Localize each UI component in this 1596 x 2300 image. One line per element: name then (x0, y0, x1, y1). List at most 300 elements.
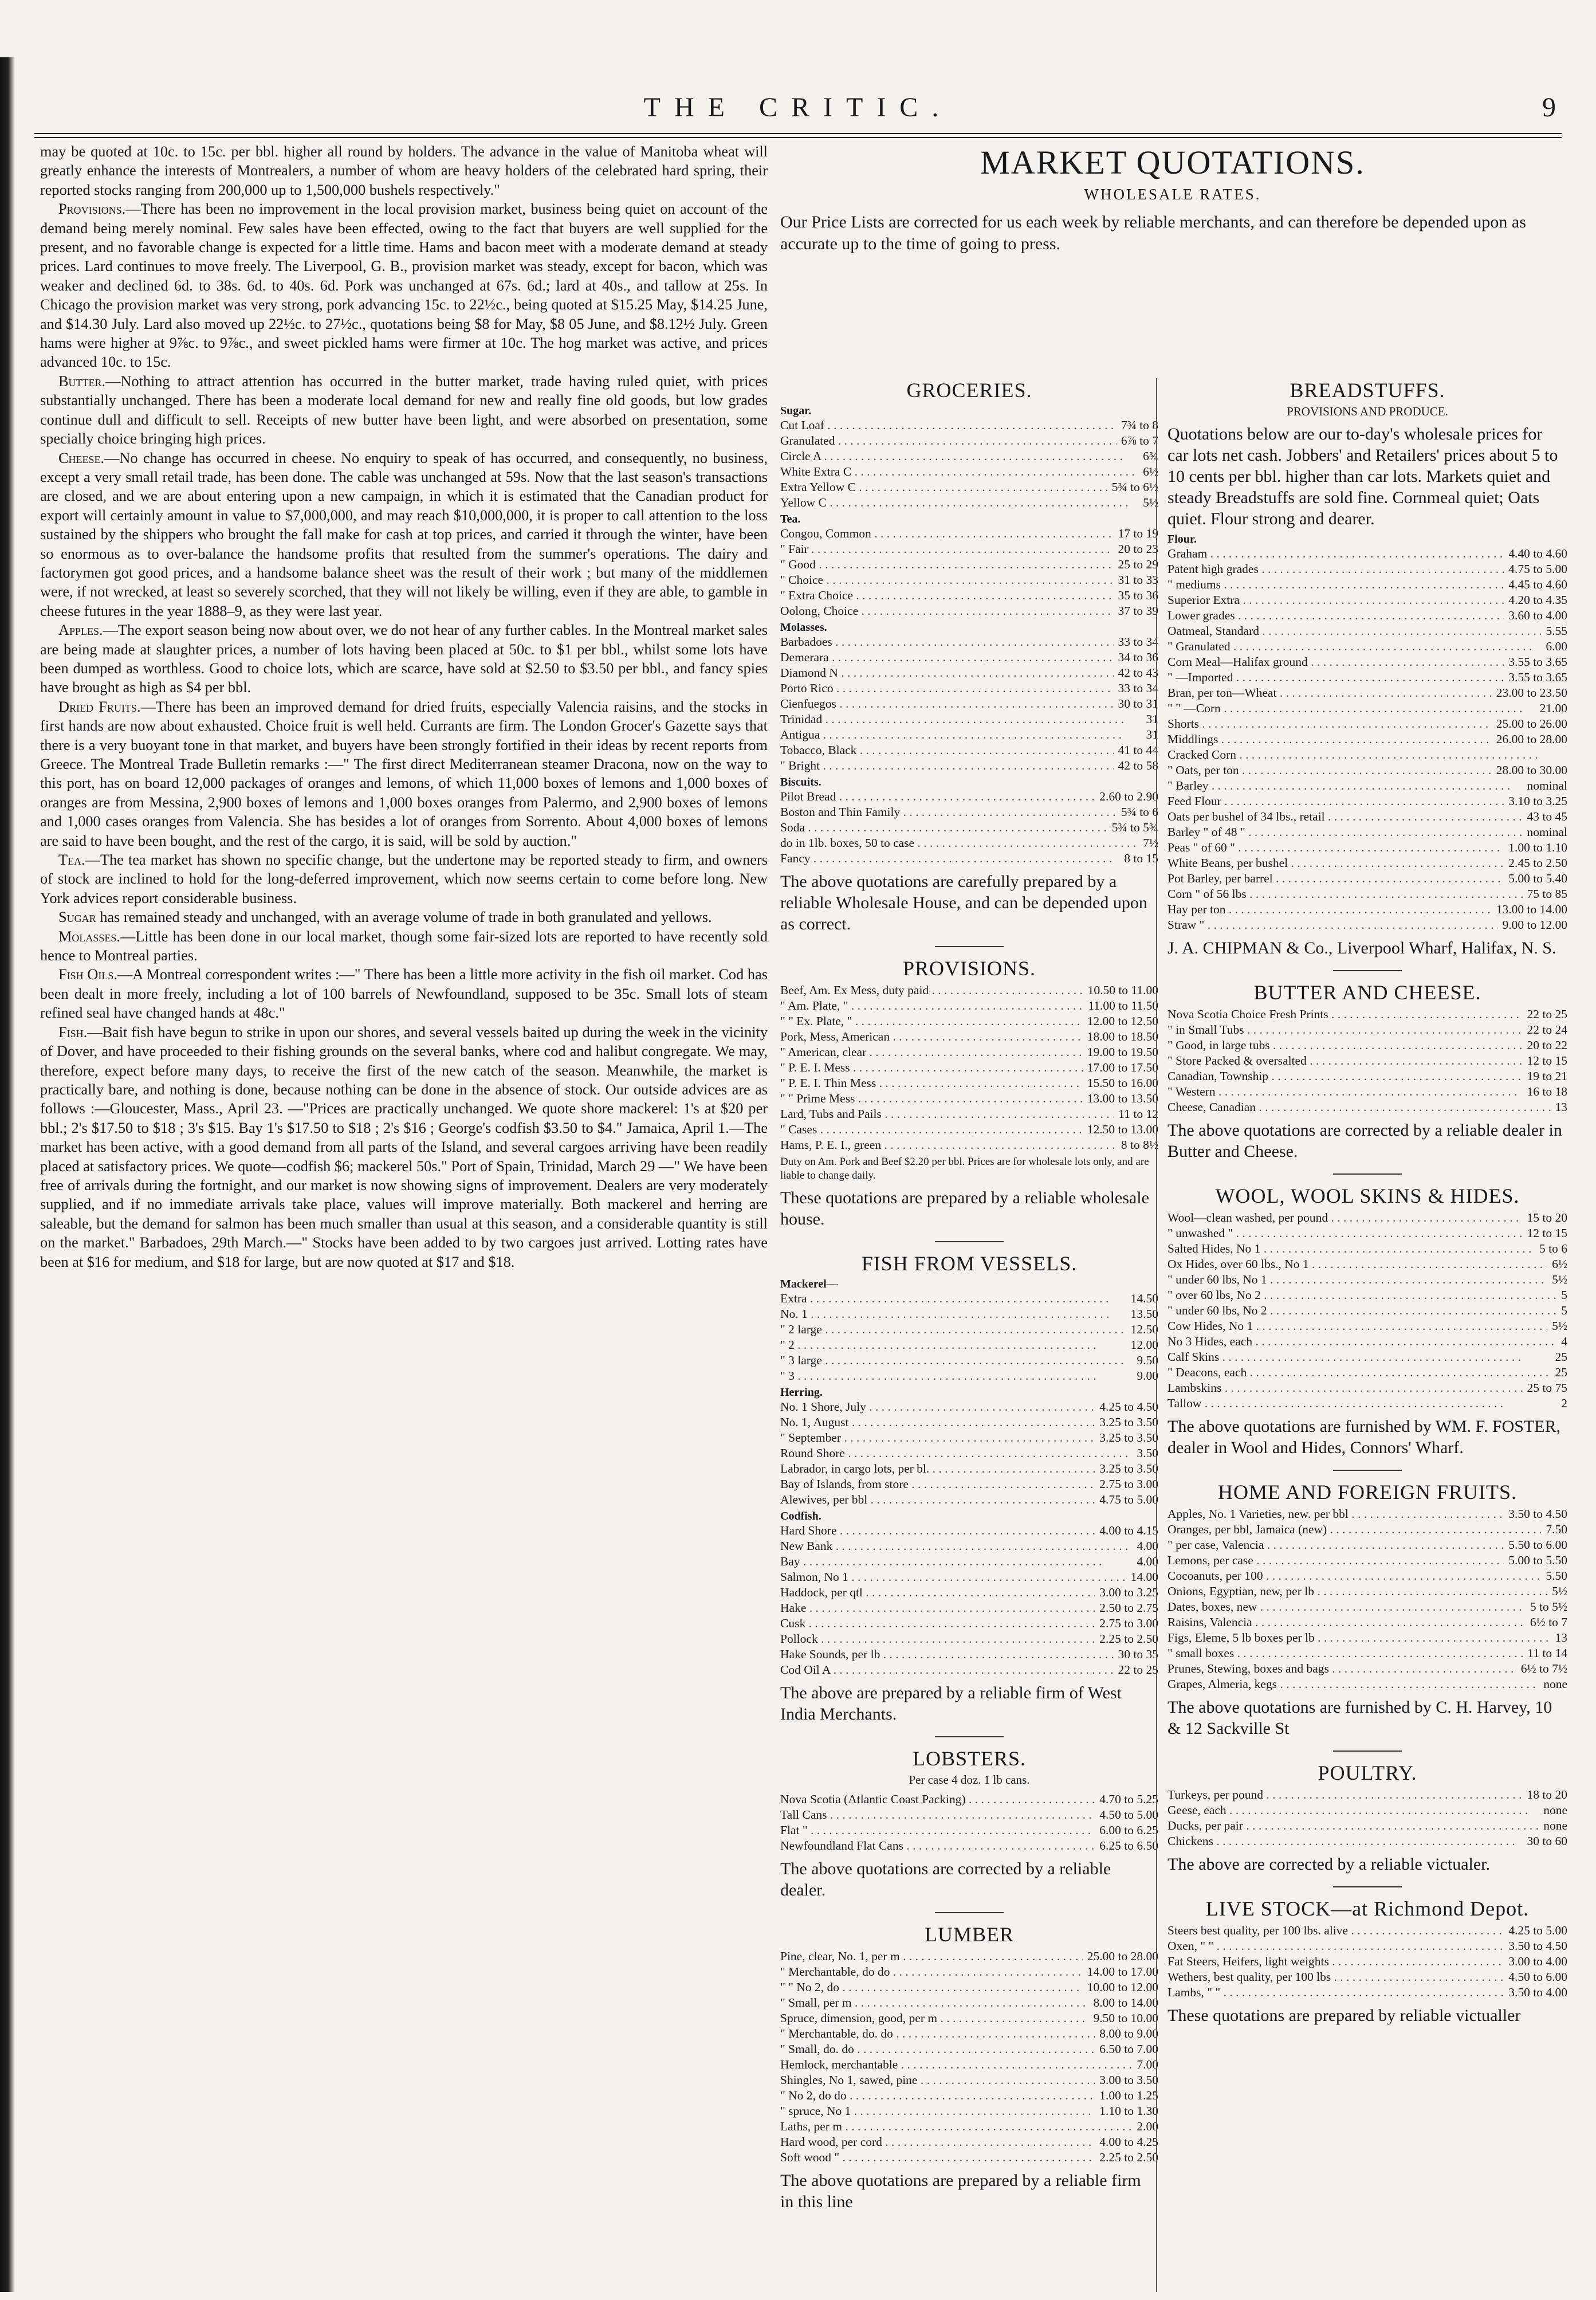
provisions-section (780, 946, 1158, 1230)
article-paragraph (40, 142, 768, 199)
item-name: Corn Meal—Halifax ground . . . (1167, 654, 1504, 670)
item-price: 5 to 5½ (1530, 1600, 1567, 1614)
item-price: 8.00 to 14.00 (1093, 1996, 1158, 2009)
price-row (1167, 1646, 1567, 1661)
item-price: 17.00 to 17.50 (1087, 1061, 1158, 1074)
price-row (1167, 747, 1567, 763)
category-label: Molasses. (780, 621, 827, 634)
item-name: " 3 large . . . (780, 1353, 1132, 1368)
price-row (780, 983, 1158, 998)
item-price: 3.55 to 3.65 (1508, 670, 1567, 684)
category-label: Biscuits. (780, 776, 821, 788)
price-row (1167, 1257, 1567, 1272)
price-row (780, 1569, 1158, 1585)
item-price: 30 to 35 (1118, 1647, 1158, 1661)
item-price: 2.50 to 2.75 (1099, 1601, 1158, 1615)
article-paragraph (40, 449, 768, 621)
category-label: Tea. (780, 513, 801, 525)
breadstuffs-note: J. A. CHIPMAN & Co., Liverpool Wharf, Halifax, N. S. (1167, 939, 1556, 957)
price-row (1167, 608, 1567, 623)
item-price: 20 to 22 (1527, 1038, 1567, 1052)
item-name: " Cases . . . (780, 1122, 1083, 1137)
paragraph-heading: Cheese. (58, 449, 105, 466)
price-row (780, 1807, 1158, 1823)
price-row (1167, 1288, 1567, 1303)
price-row (780, 1461, 1158, 1477)
item-name: " P. E. I. Thin Mess . . . (780, 1076, 1083, 1091)
category-label: Herring. (780, 1386, 823, 1399)
price-row (1167, 670, 1567, 685)
price-row (1167, 1954, 1567, 1969)
price-row (1167, 623, 1567, 639)
item-price: 13 (1555, 1100, 1567, 1114)
item-name: Salmon, No 1 . . . (780, 1569, 1126, 1585)
price-row (1167, 546, 1567, 562)
item-price: 5¾ to 6½ (1111, 480, 1158, 494)
item-price: 14.00 to 17.00 (1087, 1965, 1158, 1979)
price-row (780, 665, 1158, 681)
category-label: Flour. (1167, 533, 1197, 545)
item-price: 5½ (1552, 1584, 1567, 1598)
price-row (780, 835, 1158, 851)
price-row (780, 1600, 1158, 1616)
article-column (40, 142, 768, 1271)
item-price: 42 to 43 (1118, 666, 1158, 680)
item-price: 22 to 25 (1527, 1007, 1567, 1021)
article-paragraph (40, 199, 768, 372)
item-name: Canadian, Township . . . (1167, 1069, 1523, 1084)
item-name: " Barley . . . (1167, 778, 1523, 794)
price-row (780, 464, 1158, 480)
item-name: Salted Hides, No 1 . . . (1167, 1241, 1535, 1257)
item-name: Prunes, Stewing, boxes and bags . . . (1167, 1661, 1516, 1677)
price-row (1167, 1303, 1567, 1318)
item-price: none (1543, 1677, 1567, 1691)
price-row (780, 1322, 1158, 1337)
item-name: Barley " of 48 " . . . (1167, 825, 1523, 840)
item-name: " Deacons, each . . . (1167, 1365, 1551, 1380)
item-name: Pine, clear, No. 1, per m . . . (780, 1949, 1083, 1964)
price-row (1167, 732, 1567, 747)
item-price: 13 (1555, 1631, 1567, 1644)
market-subtitle: WHOLESALE RATES. (1084, 186, 1261, 203)
price-row (1167, 1226, 1567, 1241)
price-row (1167, 1985, 1567, 2000)
item-price: 4.40 to 4.60 (1508, 547, 1567, 560)
item-price: 21.00 (1539, 701, 1567, 715)
item-name: Newfoundland Flat Cans . . . (780, 1838, 1095, 1854)
item-price: 75 to 85 (1527, 887, 1567, 901)
item-name: Cut Loaf . . . (780, 418, 1117, 433)
item-name: " Store Packed & oversalted . . . (1167, 1053, 1523, 1069)
price-row (780, 820, 1158, 835)
item-price: 9.00 to 12.00 (1502, 918, 1567, 932)
item-price: 6¾ (1143, 449, 1158, 463)
item-price: 12.00 to 12.50 (1087, 1014, 1158, 1028)
category-label: Mackerel— (780, 1278, 838, 1290)
item-name: Corn " of 56 lbs . . . (1167, 886, 1523, 902)
item-name: " Good . . . (780, 557, 1114, 572)
article-paragraph (40, 850, 768, 908)
price-row (1167, 1803, 1567, 1818)
price-row (780, 2011, 1158, 2026)
item-name: " spruce, No 1 . . . (780, 2103, 1095, 2119)
item-name: Shorts . . . (1167, 716, 1492, 732)
item-name: Pot Barley, per barrel . . . (1167, 871, 1504, 886)
wool-title: WOOL, WOOL SKINS & HIDES. (1215, 1184, 1520, 1207)
item-price: 5 (1561, 1288, 1567, 1302)
price-row (1167, 577, 1567, 592)
item-name: Shingles, No 1, sawed, pine . . . (780, 2073, 1095, 2088)
item-name: " 3 . . . (780, 1368, 1132, 1384)
item-price: 2.45 to 2.50 (1508, 856, 1567, 870)
price-row (780, 2042, 1158, 2057)
item-name: Hay per ton . . . (1167, 902, 1492, 917)
provisions-footnote: Duty on Am. Pork and Beef $2.20 per bbl. Prices are for wholesale lots only, and are liable to change daily. (780, 1156, 1149, 1182)
item-name: " American, clear . . . (780, 1045, 1083, 1060)
price-row (780, 2150, 1158, 2165)
groceries-title: GROCERIES. (906, 379, 1032, 402)
item-name: " Small, do. do . . . (780, 2042, 1095, 2057)
price-row (1167, 763, 1567, 778)
price-row (780, 1368, 1158, 1384)
item-name: " —Imported . . . (1167, 670, 1504, 685)
price-row (780, 603, 1158, 619)
article-paragraph (40, 621, 768, 697)
item-price: 3.55 to 3.65 (1508, 655, 1567, 669)
paragraph-text: —There has been no improvement in the local provision market, business being quiet on account of the demand being merely nominal. Few sales have been effected, owing to the fact that buyers are well supplied for the present, and no favorable change is expected for a little time. Hams and bacon meet with a moderate demand at steady prices. Lard continues to move freely. The Liverpool, G. B., provision market was steady, except for bacon, which was weaker and declined 6d. to 38s. 6d. to 40s. 6d. Pork was unchanged at 67s. 6d.; lard at 40s., and tallow at 25s. In Chicago the provision market was very strong, pork advancing 15c. to 22½c., being quoted at $15.25 May, $14.25 June, and $14.30 July. Lard also moved up 22½c. to 27½c., quotations being $8 for May, $8 05 June, and $8.12½ July. Green hams were higher at 9⅞c. to 9⅞c., and sweet pickled hams were firmer at 10c. The hog market was active, and prices advanced 10c. to 15c. (40, 201, 768, 371)
price-row (1167, 902, 1567, 917)
lobsters-note: The above quotations are corrected by a reliable dealer. (780, 1859, 1111, 1899)
page-number: 9 (1542, 92, 1556, 123)
item-price: 7¾ to 8 (1121, 418, 1158, 432)
item-price: 5 to 6 (1539, 1242, 1567, 1255)
item-name: Diamond N . . . (780, 665, 1114, 681)
item-name: Lard, Tubs and Pails . . . (780, 1106, 1114, 1122)
item-price: 13.00 to 14.00 (1496, 902, 1567, 916)
item-price: 5½ (1552, 1319, 1567, 1333)
item-price: 17 to 19 (1118, 527, 1158, 540)
item-price: 33 to 34 (1118, 681, 1158, 695)
price-row (780, 1538, 1158, 1554)
price-row (1167, 855, 1567, 871)
item-name: New Bank . . . (780, 1538, 1132, 1554)
price-row (780, 1823, 1158, 1838)
quotations-column-right (1156, 372, 1567, 2292)
livestock-title: LIVE STOCK—at Richmond Depot. (1205, 1897, 1530, 1920)
item-name: " Good, in large tubs . . . (1167, 1038, 1523, 1053)
paragraph-text: —There has been an improved demand for dried fruits, especially Valencia raisins, and the stocks in first hands are now about exhausted. Choice fruit is well held. Currants are firm. The London Grocer's Gazette says that there is a very buoyant tone in that market, and buyers have been strongly fortified in their ideas by recent reports from Greece. The Montreal Trade Bulletin remarks :—" The first direct Mediterranean steamer Dracona, now on the way to this port, has on board 12,000 packages of oranges and lemons, of which 11,000 boxes of lemons and 1,000 boxes of oranges are from Messina, 2,900 boxes of lemons and 1,000 boxes oranges from Palermo, and 2,900 boxes of lemons and 1,000 cases oranges from Valencia. She has besides a lot of oranges from Sorrento. About 4,000 boxes of lemons are said to have been bought, and the rest of the cargo, it is said, will be sold by auction." (40, 698, 768, 849)
item-price: 2 (1561, 1396, 1567, 1410)
item-name: Beef, Am. Ex Mess, duty paid . . . (780, 983, 1083, 998)
price-row (1167, 1568, 1567, 1584)
item-name: Superior Extra . . . (1167, 592, 1504, 608)
item-name: " per case, Valencia . . . (1167, 1537, 1504, 1553)
item-name: Cienfuegos . . . (780, 696, 1114, 712)
price-row (780, 1792, 1158, 1807)
price-row (1167, 1396, 1567, 1411)
item-price: 26.00 to 28.00 (1496, 732, 1567, 746)
price-row (780, 588, 1158, 603)
header-double-rule (34, 133, 1562, 138)
item-name: Round Shore . . . (780, 1446, 1132, 1461)
item-price: 1.00 to 1.10 (1508, 841, 1567, 854)
paragraph-heading: Dried Fruits. (58, 698, 141, 715)
item-price: 3.00 to 4.00 (1508, 1954, 1567, 1968)
item-name: " September . . . (780, 1430, 1095, 1446)
price-row (780, 1446, 1158, 1461)
item-price: 31 (1146, 728, 1158, 741)
fruits-note: The above quotations are furnished by C. H. Harvey, 10 & 12 Sackville St (1167, 1698, 1552, 1738)
item-name: Cracked Corn . . . (1167, 747, 1563, 763)
item-name: Cow Hides, No 1 . . . (1167, 1318, 1547, 1334)
item-price: 25 to 75 (1527, 1381, 1567, 1395)
price-row (780, 1122, 1158, 1137)
breadstuffs-section (1167, 378, 1567, 959)
item-price: 35 to 36 (1118, 588, 1158, 602)
price-row (780, 418, 1158, 433)
item-name: Fat Steers, Heifers, light weights . . . (1167, 1954, 1504, 1969)
price-row (780, 2026, 1158, 2042)
item-price: 25 (1555, 1365, 1567, 1379)
fruits-title: HOME AND FOREIGN FRUITS. (1217, 1481, 1518, 1504)
item-name: " No 2, do do . . . (780, 2088, 1095, 2103)
item-price: 3.25 to 3.50 (1099, 1415, 1158, 1429)
item-price: 6.50 to 7.00 (1099, 2042, 1158, 2056)
item-price: none (1543, 1803, 1567, 1817)
butter-title: BUTTER AND CHEESE. (1253, 981, 1481, 1004)
item-name: Lower grades . . . (1167, 608, 1504, 623)
price-row (1167, 1380, 1567, 1396)
item-name: Hake Sounds, per lb . . . (780, 1647, 1114, 1662)
price-row (1167, 1599, 1567, 1615)
price-row (780, 2073, 1158, 2088)
item-name: " Merchantable, do do . . . (780, 1964, 1083, 1980)
item-name: Cod Oil A . . . (780, 1662, 1114, 1678)
price-row (1167, 1969, 1567, 1985)
item-name: " unwashed " . . . (1167, 1226, 1523, 1241)
item-price: 3.25 to 3.50 (1099, 1462, 1158, 1475)
item-price: 25.00 to 28.00 (1087, 1949, 1158, 1963)
price-row (780, 1415, 1158, 1430)
item-name: " under 60 lbs, No 1 . . . (1167, 1272, 1547, 1288)
item-price: 12.50 to 13.00 (1087, 1122, 1158, 1136)
price-row (1167, 1318, 1567, 1334)
item-price: 6½ (1552, 1257, 1567, 1271)
price-row (780, 681, 1158, 696)
item-price: 5.00 to 5.40 (1508, 872, 1567, 885)
item-name: Labrador, in cargo lots, per bl. . . . (780, 1461, 1095, 1477)
price-row (1167, 1661, 1567, 1677)
paragraph-text: —A Montreal correspondent writes :—" There has been a little more activity in the fish oil market. Cod has been dealt in more freely, including a lot of 100 barrels of Newfoundland, supposed to be 35c. Small lots of steam refined seal have changed hands at 48c." (40, 966, 768, 1022)
item-name: Bran, per ton—Wheat . . . (1167, 685, 1492, 701)
item-price: 3.00 to 3.25 (1099, 1585, 1158, 1599)
price-row (1167, 1834, 1567, 1849)
price-row (1167, 1007, 1567, 1022)
item-name: Geese, each . . . (1167, 1803, 1539, 1818)
price-row (780, 1964, 1158, 1980)
price-row (1167, 1923, 1567, 1938)
paragraph-heading: Molasses. (58, 928, 120, 945)
fruits-section (1167, 1470, 1567, 1739)
item-price: 5¾ to 5¾ (1111, 821, 1158, 834)
price-row (780, 712, 1158, 727)
paragraph-heading: Fish Oils. (58, 966, 117, 983)
paragraph-text: —The tea market has shown no specific change, but the undertone may be reported steady to firm, and owners of stock are inclined to hold for the long-deferred improvement, which now seems certain to come before long. New York advices report considerable business. (40, 851, 768, 906)
item-price: 12 to 15 (1527, 1226, 1567, 1240)
price-row (780, 1477, 1158, 1492)
fish-note: The above are prepared by a reliable firm of West India Merchants. (780, 1683, 1122, 1724)
item-price: 4.70 to 5.25 (1099, 1792, 1158, 1806)
item-price: 30 to 31 (1118, 697, 1158, 711)
item-price: 8.00 to 9.00 (1099, 2027, 1158, 2040)
paragraph-text: —Nothing to attract attention has occurred in the butter market, trade having ruled quiet, with prices substantially unchanged. There has been a moderate local demand for new and really fine old goods, but low grades continue dull and difficult to sell. Receipts of new butter have been light, and were absorbed on presentation, some specially choice bringing high prices. (40, 372, 768, 448)
price-row (780, 572, 1158, 588)
section-divider (1333, 970, 1402, 971)
item-name: Tallow . . . (1167, 1396, 1556, 1411)
price-row (1167, 685, 1567, 701)
item-name: Apples, No. 1 Varieties, new. per bbl . . . (1167, 1506, 1504, 1522)
section-divider (1333, 1470, 1402, 1471)
item-price: 12.00 (1130, 1338, 1158, 1352)
item-name: White Beans, per bushel . . . (1167, 855, 1504, 871)
price-row (1167, 1069, 1567, 1084)
section-divider (935, 1241, 1004, 1242)
item-price: 25 (1555, 1350, 1567, 1364)
price-row (1167, 1241, 1567, 1257)
scan-edge-shadow (0, 57, 15, 2292)
item-price: 12 to 15 (1527, 1054, 1567, 1067)
item-price: 25.00 to 26.00 (1496, 717, 1567, 731)
price-row (780, 2134, 1158, 2150)
item-name: Patent high grades . . . (1167, 562, 1504, 577)
item-name: Porto Rico . . . (780, 681, 1114, 696)
item-price: 7½ (1143, 836, 1158, 850)
item-name: No. 1 Shore, July . . . (780, 1399, 1095, 1415)
item-name: Alewives, per bbl . . . (780, 1492, 1095, 1508)
price-row (1167, 1537, 1567, 1553)
item-name: Hemlock, merchantable . . . (780, 2057, 1132, 2073)
price-row (780, 758, 1158, 774)
price-row (1167, 1038, 1567, 1053)
item-price: 5¾ to 6 (1121, 805, 1158, 819)
item-price: 23.00 to 23.50 (1496, 686, 1567, 700)
item-price: 13.50 (1130, 1307, 1158, 1321)
item-price: 7.00 (1137, 2058, 1158, 2071)
price-row (1167, 1100, 1567, 1115)
price-row (1167, 794, 1567, 809)
item-name: Soda . . . (780, 820, 1107, 835)
item-price: 2.00 (1137, 2120, 1158, 2133)
butter-note: The above quotations are corrected by a reliable dealer in Butter and Cheese. (1167, 1121, 1562, 1161)
item-price: 3.10 to 3.25 (1508, 794, 1567, 808)
paragraph-heading: Tea. (58, 851, 85, 869)
item-price: 6⅞ to 7 (1121, 434, 1158, 448)
price-row (1167, 871, 1567, 886)
item-price: 4.00 (1137, 1555, 1158, 1568)
lumber-title: LUMBER (924, 1923, 1014, 1946)
item-price: 5.00 to 5.50 (1508, 1553, 1567, 1567)
item-price: 28.00 to 30.00 (1496, 763, 1567, 777)
paragraph-text: —Little has been done in our local market, though some fair-sized lots are reported to have recently sold hence to Montreal parties. (40, 928, 768, 964)
price-row (780, 1137, 1158, 1153)
category-label: Sugar. (780, 405, 812, 417)
price-row (780, 1492, 1158, 1508)
item-name: Ducks, per pair . . . (1167, 1818, 1539, 1834)
price-row (780, 1631, 1158, 1647)
item-price: 4.00 to 4.15 (1099, 1524, 1158, 1537)
item-price: 8 to 15 (1124, 851, 1158, 865)
item-name: " 2 . . . (780, 1337, 1126, 1353)
price-row (1167, 654, 1567, 670)
item-name: Raisins, Valencia . . . (1167, 1615, 1526, 1630)
item-price: 3.25 to 3.50 (1099, 1431, 1158, 1445)
price-row (1167, 1022, 1567, 1038)
item-price: 42 to 58 (1118, 759, 1158, 772)
item-price: 5.50 to 6.00 (1508, 1538, 1567, 1552)
item-name: Oolong, Choice . . . (780, 603, 1114, 619)
item-price: 4.75 to 5.00 (1508, 562, 1567, 576)
item-price: 6½ to 7½ (1520, 1662, 1567, 1675)
item-name: Pork, Mess, American . . . (780, 1029, 1083, 1045)
item-price: 4 (1561, 1335, 1567, 1348)
page-header (34, 92, 1562, 126)
item-price: 43 to 45 (1527, 810, 1567, 823)
item-price: 30 to 60 (1527, 1834, 1567, 1848)
item-name: Haddock, per qtl . . . (780, 1585, 1095, 1600)
item-name: Cheese, Canadian . . . (1167, 1100, 1551, 1115)
item-price: 11 to 14 (1527, 1646, 1567, 1660)
item-name: Nova Scotia (Atlantic Coast Packing) . . . (780, 1792, 1095, 1807)
market-title: MARKET QUOTATIONS. (980, 144, 1365, 181)
paragraph-text: may be quoted at 10c. to 15c. per bbl. higher all round by holders. The advance in the value of Manitoba wheat will greatly enhance the interests of Montrealers, a number of whom are heavy holders of the celebrated hard spring, their reported stocks ranging from 200,000 up to 1,500,000 bushels respectively." (40, 143, 768, 198)
item-price: 31 (1146, 712, 1158, 726)
price-row (1167, 1210, 1567, 1226)
price-row (1167, 1630, 1567, 1646)
item-price: 5.55 (1546, 624, 1567, 638)
price-row (1167, 1615, 1567, 1630)
item-name: " in Small Tubs . . . (1167, 1022, 1523, 1038)
price-row (780, 634, 1158, 650)
item-price: 1.10 to 1.30 (1099, 2104, 1158, 2118)
section-divider (935, 1912, 1004, 1913)
section-divider (1333, 1886, 1402, 1887)
item-price: 20 to 23 (1118, 542, 1158, 556)
item-name: Hard Shore . . . (780, 1523, 1095, 1538)
price-row (780, 1091, 1158, 1106)
lobsters-subtitle: Per case 4 doz. 1 lb cans. (909, 1773, 1030, 1787)
fish-section (780, 1241, 1158, 1725)
price-row (780, 1554, 1158, 1569)
lobsters-section (780, 1736, 1158, 1901)
item-name: No. 1, August . . . (780, 1415, 1095, 1430)
item-price: 3.50 (1137, 1446, 1158, 1460)
item-name: Pilot Bread . . . (780, 789, 1095, 804)
item-name: " mediums . . . (1167, 577, 1504, 592)
groceries-note: The above quotations are carefully prepared by a reliable Wholesale House, and can be depended upon as correct. (780, 872, 1147, 933)
price-row (1167, 1506, 1567, 1522)
item-price: 14.00 (1130, 1570, 1158, 1584)
item-name: Barbadoes . . . (780, 634, 1114, 650)
item-name: Tall Cans . . . (780, 1807, 1095, 1823)
item-price: 11 to 12 (1118, 1107, 1158, 1121)
item-price: 2.75 to 3.00 (1099, 1616, 1158, 1630)
item-name: Straw " . . . (1167, 917, 1498, 933)
item-name: " Fair . . . (780, 541, 1114, 557)
price-row (780, 1291, 1158, 1306)
item-name: Chickens . . . (1167, 1834, 1523, 1849)
item-name: Lambskins . . . (1167, 1380, 1523, 1396)
